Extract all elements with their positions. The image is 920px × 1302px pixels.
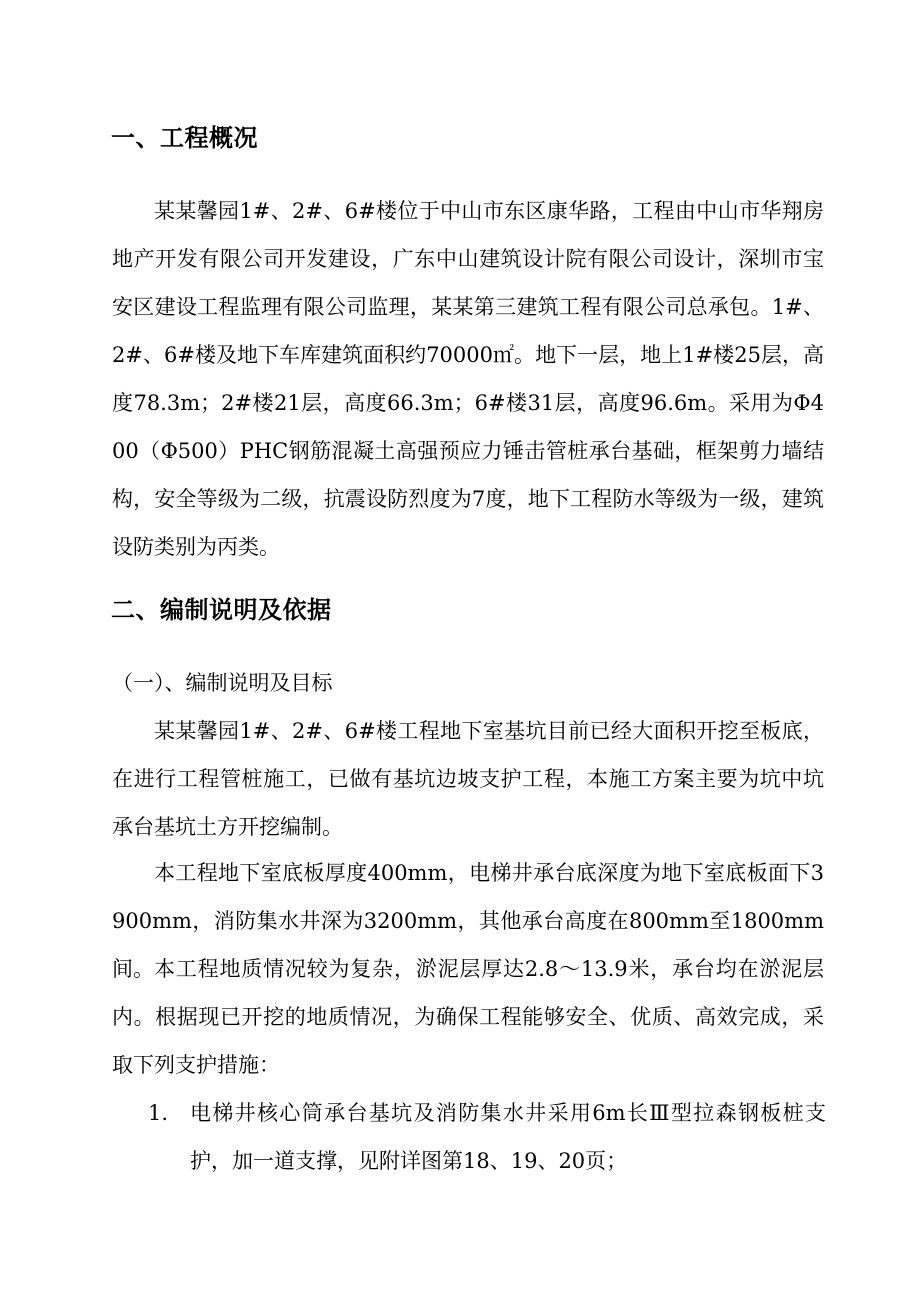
section-heading-compilation-basis: 二、编制说明及依据 [111,596,332,624]
section-heading-project-overview: 一、工程概况 [111,124,258,152]
list-item-text: 电梯井核心筒承台基坑及消防集水井采用6m长Ⅲ型拉森钢板桩支护，加一道支撑，见附详图第18、19、20页； [190,1101,826,1173]
project-overview-paragraph: 某某馨园1#、2#、6#楼位于中山市东区康华路，工程由中山市华翔房地产开发有限公司开发建设，广东中山建筑设计院有限公司设计，深圳市宝安区建设工程监理有限公司监理，某某第三建筑工程有限公司总承包。1#、2#、6#楼及地下车库建筑面积约70000㎡。地下一层，地上1#楼25层，高度78.3m；2#楼21层，高度66.3m；6#楼31层，高度96.6m。采用为Φ400（Φ500）PHC钢筋混凝土高强预应力锤击管桩承台基础，框架剪力墙结构，安全等级为二级，抗震设防烈度为7度，地下工程防水等级为一级，建筑设防类别为丙类。 [112,199,824,559]
excavation-status-paragraph: 某某馨园1#、2#、6#楼工程地下室基坑目前已经大面积开挖至板底，在进行工程管桩施工，已做有基坑边坡支护工程，本施工方案主要为坑中坑承台基坑土方开挖编制。 [112,719,824,839]
list-item-number: 1. [148,1101,169,1125]
list-item [148,1089,828,1185]
subsection-heading-compilation-goals: （一）、编制说明及目标 [112,671,333,695]
slab-depth-paragraph: 本工程地下室底板厚度400mm，电梯井承台底深度为地下室底板面下3900mm，消防集水井深为3200mm，其他承台高度在800mm至1800mm间。 [112,861,824,981]
geology-paragraph: 本工程地质情况较为复杂，淤泥层厚达2.8～13.9米，承台均在淤泥层内。根据现已开挖的地质情况，为确保工程能够安全、优质、高效完成，采取下列支护措施： [112,957,824,1077]
